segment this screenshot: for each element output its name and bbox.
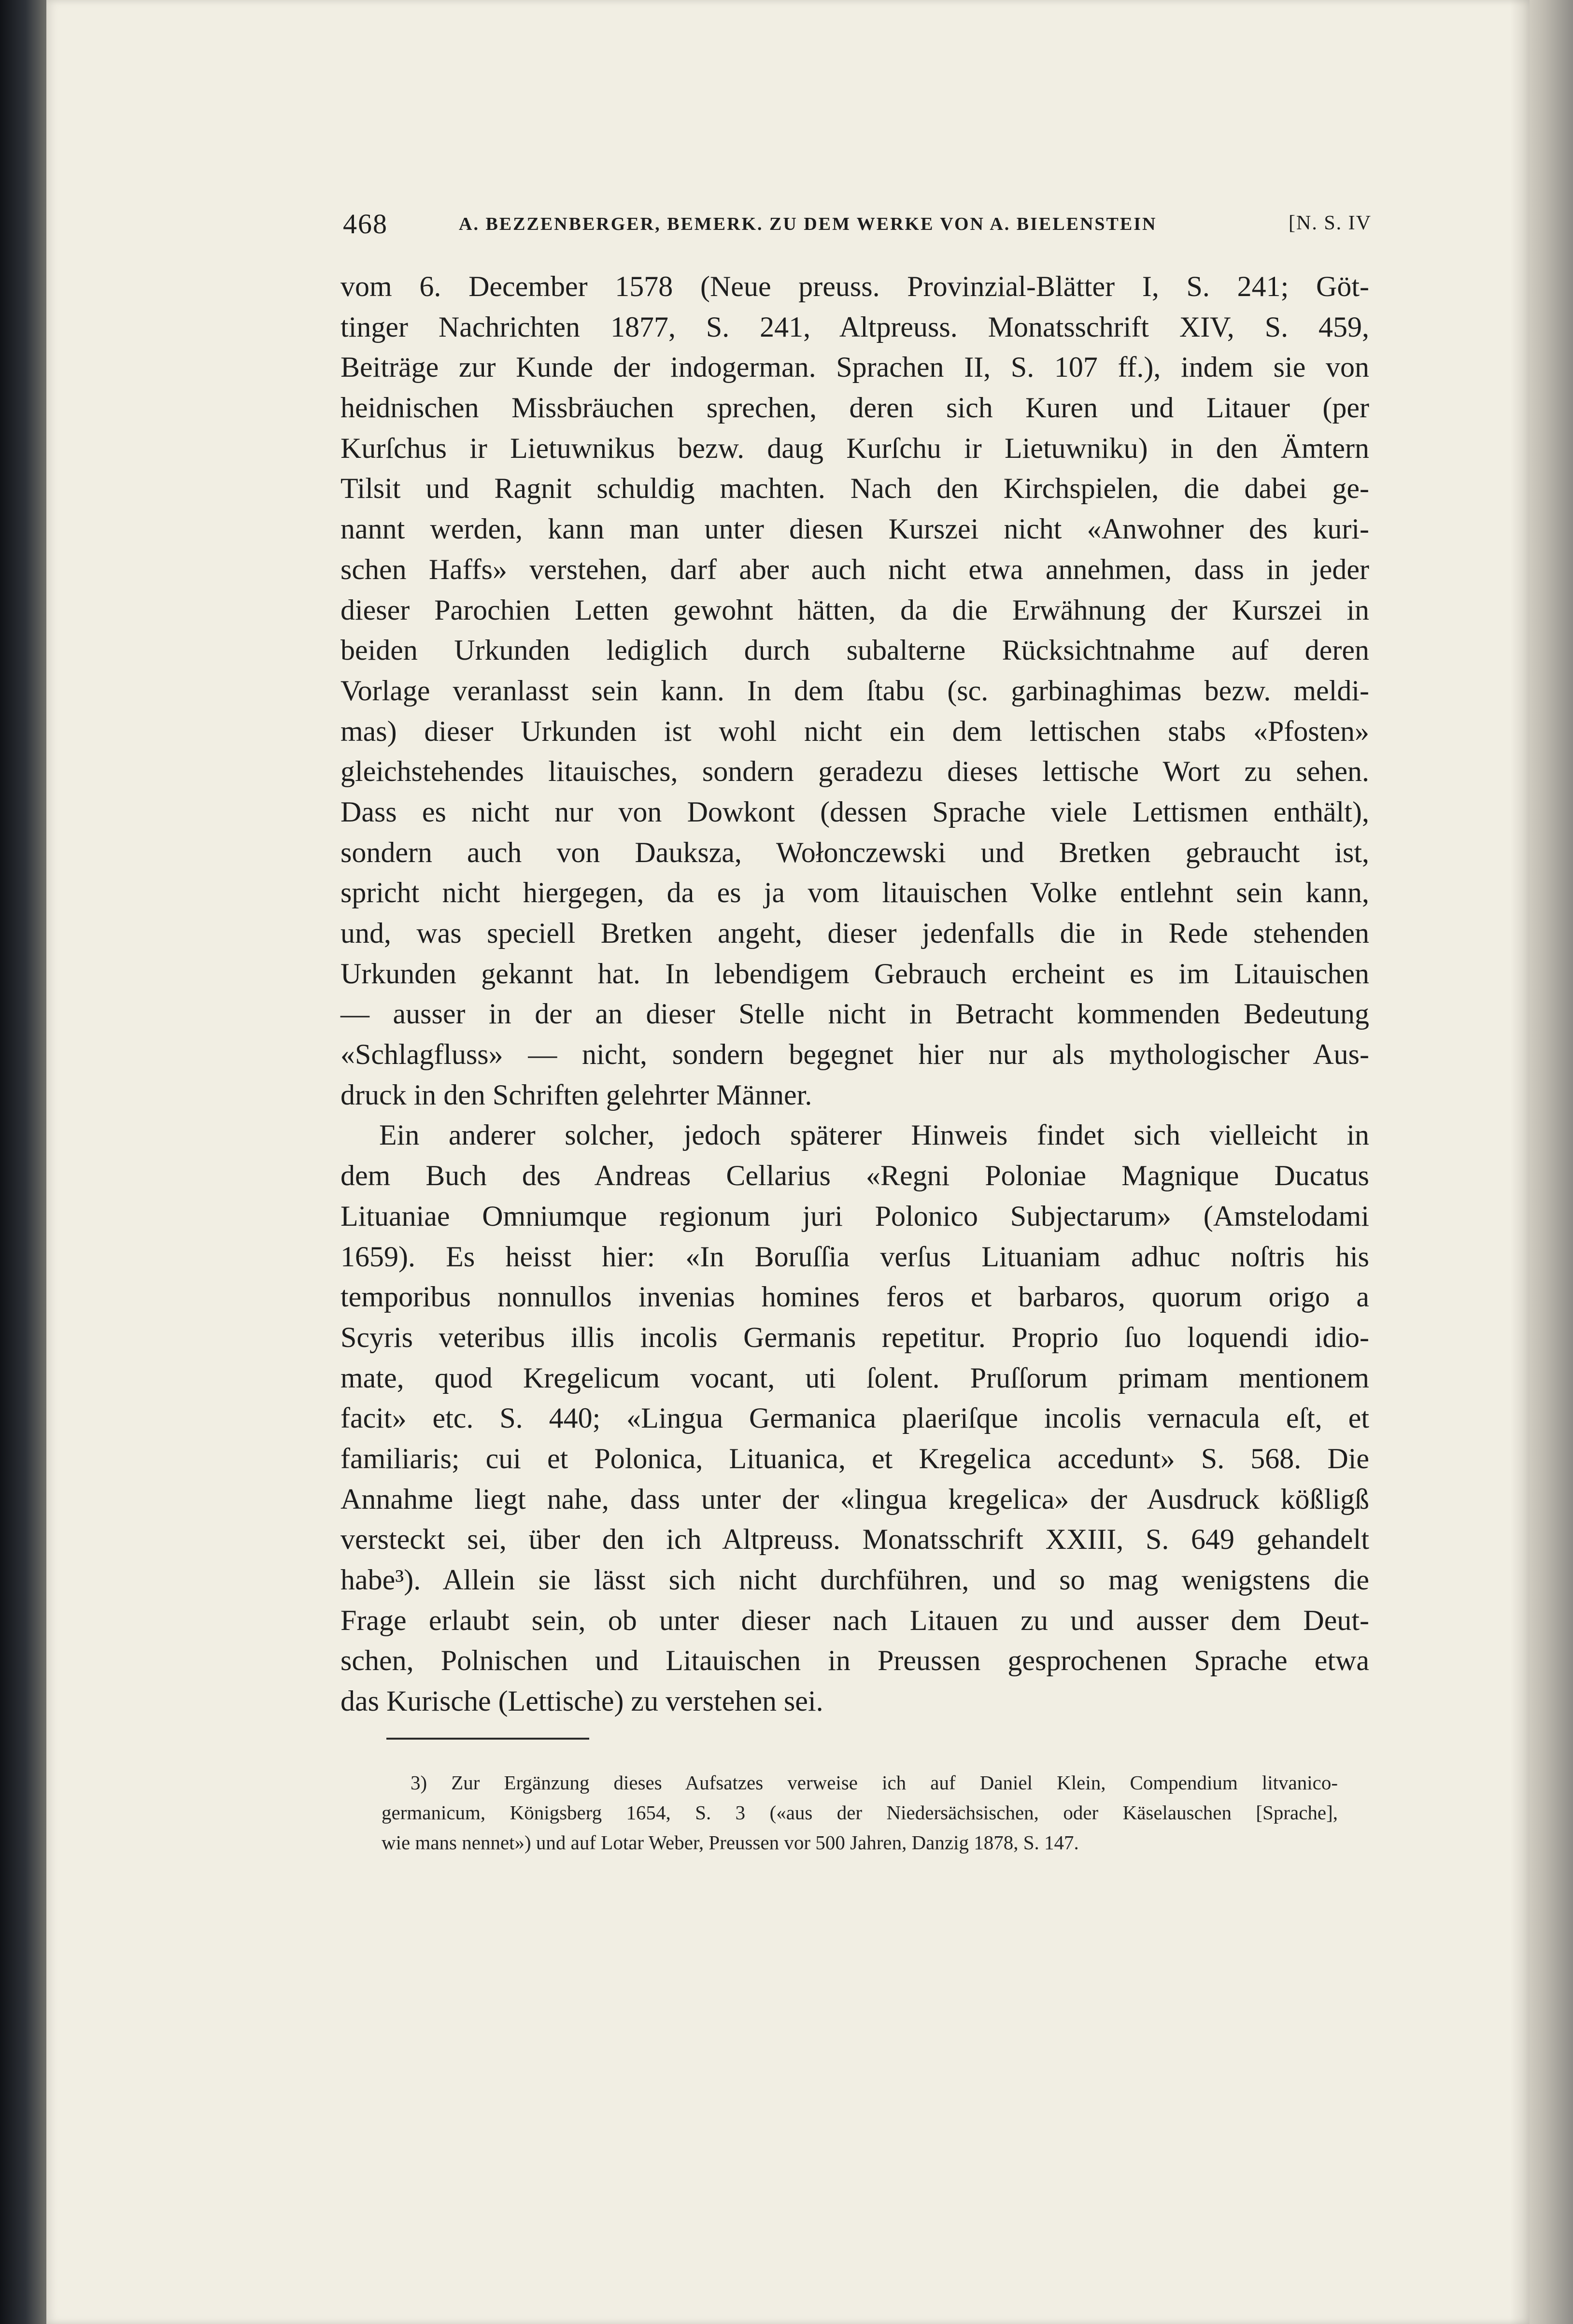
text-line: habe³). Allein sie lässt sich nicht durchführen, und so mag wenigstens die [340,1564,1369,1596]
footnote-line: 3) Zur Ergänzung dieses Aufsatzes verweise ich auf Daniel Klein, Compendium litvanico- [411,1771,1338,1794]
text-line: dem Buch des Andreas Cellarius «Regni Poloniae Magnique Ducatus [340,1160,1369,1192]
text-line: Annahme liegt nahe, dass unter der «lingua kregelica» der Ausdruck kößligß [340,1483,1369,1515]
text-line: schen, Polnischen und Litauischen in Preussen gesprochenen Sprache etwa [340,1644,1369,1677]
text-line: Frage erlaubt sein, ob unter dieser nach Litauen zu und ausser dem Deut- [340,1604,1369,1636]
text-line: Dass es nicht nur von Dowkont (dessen Sprache viele Lettismen enthält), [340,795,1369,828]
text-line: 1659). Es heisst hier: «In Boruſſia verſus Lituaniam adhuc noſtris his [340,1240,1369,1273]
text-line: druck in den Schriften gelehrter Männer. [340,1078,812,1111]
footnote [382,1768,1338,1857]
text-line: Tilsit und Ragnit schuldig machten. Nach den Kirchspielen, die dabei ge- [340,472,1369,505]
page-number: 468 [343,208,388,240]
text-line: Beiträge zur Kunde der indogerman. Sprachen II, S. 107 ff.), indem sie von [340,351,1369,383]
text-line: Scyris veteribus illis incolis Germanis repetitur. Proprio ſuo loquendi idio- [340,1321,1369,1353]
text-line: das Kurische (Lettische) zu verstehen sei. [340,1685,823,1717]
text-line: dieser Parochien Letten gewohnt hätten, da die Erwähnung der Kurszei in [340,594,1369,626]
footnote-divider [386,1738,589,1740]
footnote-line: germanicum, Königsberg 1654, S. 3 («aus der Niedersächsischen, oder Käselauschen [Sprache], [382,1801,1338,1824]
page-header [343,208,1372,241]
text-line: mate, quod Kregelicum vocant, uti ſolent. Pruſſorum primam mentionem [340,1361,1369,1394]
scan-background-left [0,0,46,2324]
text-line: Vorlage veranlasst sein kann. In dem ſtabu (sc. garbinaghimas bezw. meldi- [340,674,1369,707]
text-line: spricht nicht hiergegen, da es ja vom litauischen Volke entlehnt sein kann, [340,877,1369,909]
text-line: vom 6. December 1578 (Neue preuss. Provinzial-Blätter I, S. 241; Göt- [340,270,1369,302]
body-text [340,267,1369,1722]
text-line: sondern auch von Dauksza, Wołonczewski und Bretken gebraucht ist, [340,836,1369,868]
text-line: schen Haffs» verstehen, darf aber auch nicht etwa annehmen, dass in jeder [340,553,1369,585]
text-line: Kurſchus ir Lietuwnikus bezw. daug Kurſchu ir Lietuwniku) in den Ämtern [340,432,1369,464]
text-line: «Schlagfluss» — nicht, sondern begegnet hier nur als mythologischer Aus- [340,1038,1369,1071]
text-line: versteckt sei, über den ich Altpreuss. Monatsschrift XXIII, S. 649 gehandelt [340,1523,1369,1556]
running-head: A. BEZZENBERGER, BEMERK. ZU DEM WERKE VON A. BIELENSTEIN [459,214,1157,234]
text-line: und, was speciell Bretken angeht, dieser jedenfalls die in Rede stehenden [340,917,1369,949]
text-line: facit» etc. S. 440; «Lingua Germanica plaeriſque incolis vernacula eſt, et [340,1402,1369,1434]
text-line: mas) dieser Urkunden ist wohl nicht ein dem lettischen stabs «Pfosten» [340,715,1369,747]
text-line: — ausser in der an dieser Stelle nicht in Betracht kommenden Bedeutung [340,998,1369,1030]
text-line: beiden Urkunden lediglich durch subalterne Rücksichtnahme auf deren [340,634,1369,666]
text-line: tinger Nachrichten 1877, S. 241, Altpreuss. Monatsschrift XIV, S. 459, [340,311,1369,343]
footnote-line: wie mans nennet») und auf Lotar Weber, Preussen vor 500 Jahren, Danzig 1878, S. 147. [382,1831,1079,1854]
text-line: Ein anderer solcher, jedoch späterer Hinweis findet sich vielleicht in [379,1119,1369,1151]
text-line: nannt werden, kann man unter diesen Kurszei nicht «Anwohner des kuri- [340,513,1369,545]
text-line: heidnischen Missbräuchen sprechen, deren sich Kuren und Litauer (per [340,392,1369,424]
text-line: Urkunden gekannt hat. In lebendigem Gebrauch ercheint es im Litauischen [340,957,1369,990]
text-line: familiaris; cui et Polonica, Lituanica, et Kregelica accedunt» S. 568. Die [340,1442,1369,1474]
text-line: Lituaniae Omniumque regionum juri Polonico Subjectarum» (Amstelodami [340,1200,1369,1232]
page-edge-shadow [1510,0,1530,2324]
series-mark: [N. S. IV [1289,212,1372,234]
text-line: gleichstehendes litauisches, sondern geradezu dieses lettische Wort zu sehen. [340,755,1369,788]
scan-background-right [1530,0,1573,2324]
text-line: temporibus nonnullos invenias homines feros et barbaros, quorum origo a [340,1281,1369,1313]
